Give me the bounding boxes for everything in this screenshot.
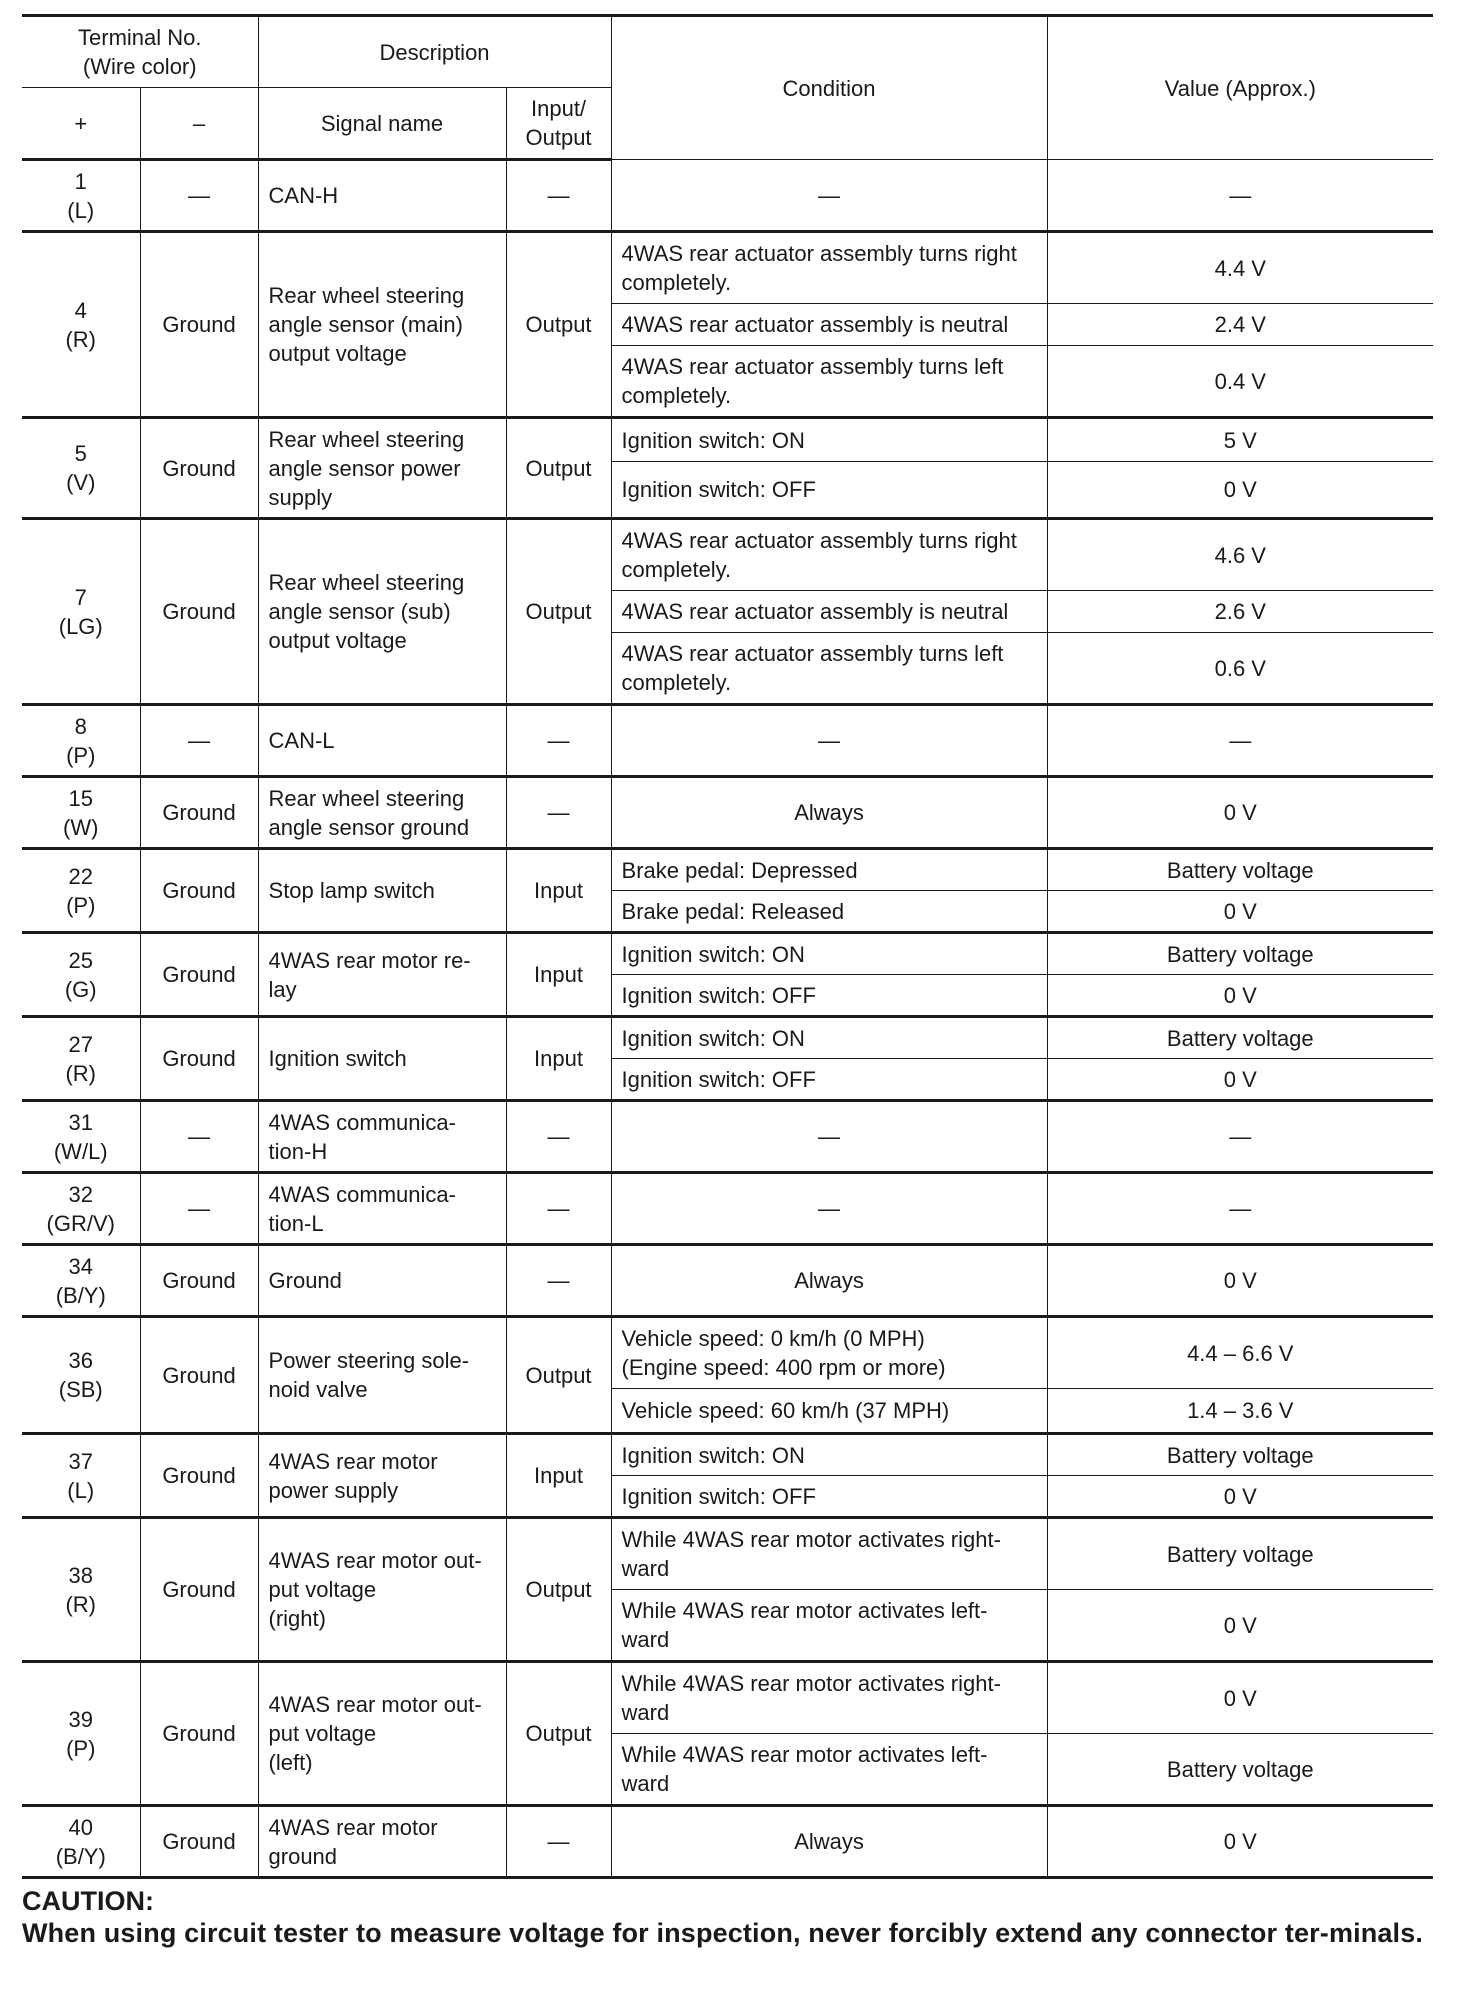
table-body <box>22 160 1433 1878</box>
header-input-output <box>506 88 611 160</box>
table-row <box>22 1806 1433 1878</box>
terminal-plus-cell: 31 (W/L) <box>22 1101 140 1173</box>
condition-cell: Brake pedal: Depressed <box>611 849 1047 891</box>
table-row <box>22 232 1433 304</box>
signal-name-cell: 4WAS rear motor power supply <box>258 1434 506 1518</box>
input-output-cell: — <box>506 1806 611 1878</box>
condition-cell: 4WAS rear actuator assembly is neutral <box>611 591 1047 633</box>
value-cell: Battery voltage <box>1047 1734 1433 1806</box>
terminal-minus-cell: Ground <box>140 418 258 519</box>
input-output-cell: Output <box>506 232 611 418</box>
condition-cell: — <box>611 1101 1047 1173</box>
terminal-plus-cell: 40 (B/Y) <box>22 1806 140 1878</box>
table-row <box>22 1317 1433 1389</box>
condition-cell: Always <box>611 777 1047 849</box>
value-cell: 0 V <box>1047 777 1433 849</box>
condition-cell: 4WAS rear actuator assembly turns left completely. <box>611 346 1047 418</box>
terminal-plus-cell: 34 (B/Y) <box>22 1245 140 1317</box>
table-row <box>22 418 1433 462</box>
signal-name-cell: 4WAS communica- tion-H <box>258 1101 506 1173</box>
table-row <box>22 1017 1433 1059</box>
header-input-output-text: Input/ Output <box>525 96 592 150</box>
condition-cell: — <box>611 705 1047 777</box>
terminal-plus-cell: 36 (SB) <box>22 1317 140 1434</box>
terminal-minus-cell: Ground <box>140 933 258 1017</box>
terminal-plus-cell: 4 (R) <box>22 232 140 418</box>
signal-name-cell: 4WAS rear motor out- put voltage (left) <box>258 1662 506 1806</box>
terminal-minus-cell: Ground <box>140 1806 258 1878</box>
condition-cell: While 4WAS rear motor activates right- ward <box>611 1662 1047 1734</box>
terminal-minus-cell: Ground <box>140 777 258 849</box>
input-output-cell: — <box>506 705 611 777</box>
condition-cell: Always <box>611 1245 1047 1317</box>
signal-name-cell: 4WAS rear motor ground <box>258 1806 506 1878</box>
input-output-cell: Output <box>506 1317 611 1434</box>
condition-cell: Ignition switch: OFF <box>611 1476 1047 1518</box>
condition-cell: Vehicle speed: 60 km/h (37 MPH) <box>611 1389 1047 1434</box>
table-row <box>22 1662 1433 1734</box>
value-cell: 0 V <box>1047 1806 1433 1878</box>
terminal-minus-cell: Ground <box>140 1518 258 1662</box>
table-row <box>22 777 1433 849</box>
terminal-plus-cell: 37 (L) <box>22 1434 140 1518</box>
value-cell: 2.6 V <box>1047 591 1433 633</box>
table-row <box>22 933 1433 975</box>
value-cell: 0 V <box>1047 975 1433 1017</box>
input-output-cell: — <box>506 1245 611 1317</box>
input-output-cell: — <box>506 777 611 849</box>
input-output-cell: — <box>506 1173 611 1245</box>
terminal-plus-cell: 27 (R) <box>22 1017 140 1101</box>
header-condition <box>611 16 1047 160</box>
signal-name-cell: CAN-L <box>258 705 506 777</box>
value-cell: 2.4 V <box>1047 304 1433 346</box>
header-minus-text: – <box>192 110 206 136</box>
signal-name-cell: Ground <box>258 1245 506 1317</box>
signal-name-cell: Ignition switch <box>258 1017 506 1101</box>
input-output-cell: Input <box>506 1434 611 1518</box>
signal-name-cell: Stop lamp switch <box>258 849 506 933</box>
header-minus <box>140 88 258 160</box>
signal-name-cell: Rear wheel steering angle sensor (sub) output voltage <box>258 519 506 705</box>
condition-cell: While 4WAS rear motor activates left- ward <box>611 1590 1047 1662</box>
header-terminal-no <box>22 16 258 88</box>
header-condition-text: Condition <box>782 75 876 101</box>
terminal-minus-cell: Ground <box>140 1017 258 1101</box>
condition-cell: 4WAS rear actuator assembly turns left completely. <box>611 633 1047 705</box>
header-value <box>1047 16 1433 160</box>
value-cell: — <box>1047 1101 1433 1173</box>
terminal-minus-cell: — <box>140 160 258 232</box>
condition-cell: Ignition switch: OFF <box>611 975 1047 1017</box>
value-cell: — <box>1047 705 1433 777</box>
condition-cell: 4WAS rear actuator assembly is neutral <box>611 304 1047 346</box>
terminal-plus-cell: 25 (G) <box>22 933 140 1017</box>
signal-name-cell: Rear wheel steering angle sensor (main) output voltage <box>258 232 506 418</box>
value-cell: 5 V <box>1047 418 1433 462</box>
condition-cell: 4WAS rear actuator assembly turns right completely. <box>611 232 1047 304</box>
table-row <box>22 1173 1433 1245</box>
terminal-plus-cell: 32 (GR/V) <box>22 1173 140 1245</box>
value-cell: — <box>1047 160 1433 232</box>
terminal-plus-cell: 38 (R) <box>22 1518 140 1662</box>
value-cell: Battery voltage <box>1047 849 1433 891</box>
condition-cell: Ignition switch: ON <box>611 1434 1047 1476</box>
condition-cell: — <box>611 160 1047 232</box>
value-cell: 0 V <box>1047 1476 1433 1518</box>
terminal-plus-cell: 5 (V) <box>22 418 140 519</box>
table-row <box>22 1245 1433 1317</box>
signal-name-cell: Rear wheel steering angle sensor power supply <box>258 418 506 519</box>
header-signal-name-text: Signal name <box>320 110 444 136</box>
signal-name-cell: CAN-H <box>258 160 506 232</box>
terminal-minus-cell: — <box>140 705 258 777</box>
signal-name-cell: 4WAS rear motor out- put voltage (right) <box>258 1518 506 1662</box>
condition-cell: Ignition switch: ON <box>611 1017 1047 1059</box>
value-cell: 4.6 V <box>1047 519 1433 591</box>
header-plus-text: + <box>74 110 88 136</box>
value-cell: Battery voltage <box>1047 1434 1433 1476</box>
table-row <box>22 1434 1433 1476</box>
header-signal-name <box>258 88 506 160</box>
condition-cell: While 4WAS rear motor activates right- ward <box>611 1518 1047 1590</box>
terminal-plus-cell: 22 (P) <box>22 849 140 933</box>
condition-cell: Ignition switch: OFF <box>611 462 1047 519</box>
input-output-cell: Input <box>506 933 611 1017</box>
header-description-text: Description <box>379 39 490 65</box>
input-output-cell: Output <box>506 1662 611 1806</box>
input-output-cell: Output <box>506 418 611 519</box>
input-output-cell: — <box>506 1101 611 1173</box>
value-cell: 4.4 – 6.6 V <box>1047 1317 1433 1389</box>
input-output-cell: — <box>506 160 611 232</box>
terminal-plus-cell: 39 (P) <box>22 1662 140 1806</box>
value-cell: 0 V <box>1047 1590 1433 1662</box>
condition-cell: 4WAS rear actuator assembly turns right completely. <box>611 519 1047 591</box>
input-output-cell: Input <box>506 849 611 933</box>
table-row <box>22 519 1433 591</box>
terminal-table-document <box>22 14 1433 1949</box>
terminal-minus-cell: Ground <box>140 1662 258 1806</box>
terminal-plus-cell: 7 (LG) <box>22 519 140 705</box>
condition-cell: Vehicle speed: 0 km/h (0 MPH) (Engine speed: 400 rpm or more) <box>611 1317 1047 1389</box>
value-cell: 0 V <box>1047 462 1433 519</box>
value-cell: Battery voltage <box>1047 1017 1433 1059</box>
value-cell: 0.4 V <box>1047 346 1433 418</box>
condition-cell: Ignition switch: OFF <box>611 1059 1047 1101</box>
condition-cell: While 4WAS rear motor activates left- ward <box>611 1734 1047 1806</box>
table-row <box>22 1101 1433 1173</box>
terminal-minus-cell: Ground <box>140 1434 258 1518</box>
value-cell: 4.4 V <box>1047 232 1433 304</box>
value-cell: Battery voltage <box>1047 933 1433 975</box>
input-output-cell: Output <box>506 1518 611 1662</box>
caution-note <box>22 1885 1433 1949</box>
header-plus <box>22 88 140 160</box>
table-row <box>22 705 1433 777</box>
terminal-minus-cell: — <box>140 1173 258 1245</box>
terminal-plus-cell: 8 (P) <box>22 705 140 777</box>
header-terminal-no-text: Terminal No. (Wire color) <box>78 25 202 79</box>
terminal-plus-cell: 1 (L) <box>22 160 140 232</box>
condition-cell: Ignition switch: ON <box>611 418 1047 462</box>
terminal-minus-cell: Ground <box>140 232 258 418</box>
condition-cell: Brake pedal: Released <box>611 891 1047 933</box>
terminal-minus-cell: — <box>140 1101 258 1173</box>
signal-name-cell: Rear wheel steering angle sensor ground <box>258 777 506 849</box>
caution-title: CAUTION: <box>22 1886 154 1916</box>
signal-name-cell: 4WAS rear motor re- lay <box>258 933 506 1017</box>
terminal-minus-cell: Ground <box>140 519 258 705</box>
header-description <box>258 16 611 88</box>
terminal-minus-cell: Ground <box>140 1317 258 1434</box>
value-cell: 0 V <box>1047 1059 1433 1101</box>
value-cell: Battery voltage <box>1047 1518 1433 1590</box>
value-cell: 0 V <box>1047 1662 1433 1734</box>
value-cell: — <box>1047 1173 1433 1245</box>
header-value-text: Value (Approx.) <box>1164 75 1316 101</box>
table-row <box>22 160 1433 232</box>
terminal-minus-cell: Ground <box>140 849 258 933</box>
terminal-plus-cell: 15 (W) <box>22 777 140 849</box>
input-output-cell: Input <box>506 1017 611 1101</box>
condition-cell: Always <box>611 1806 1047 1878</box>
value-cell: 0 V <box>1047 1245 1433 1317</box>
terminal-minus-cell: Ground <box>140 1245 258 1317</box>
terminal-table <box>22 14 1433 1879</box>
signal-name-cell: Power steering sole- noid valve <box>258 1317 506 1434</box>
value-cell: 0 V <box>1047 891 1433 933</box>
signal-name-cell: 4WAS communica- tion-L <box>258 1173 506 1245</box>
condition-cell: — <box>611 1173 1047 1245</box>
table-row <box>22 849 1433 891</box>
condition-cell: Ignition switch: ON <box>611 933 1047 975</box>
value-cell: 1.4 – 3.6 V <box>1047 1389 1433 1434</box>
value-cell: 0.6 V <box>1047 633 1433 705</box>
input-output-cell: Output <box>506 519 611 705</box>
table-row <box>22 1518 1433 1590</box>
caution-text: When using circuit tester to measure voltage for inspection, never forcibly extend any connector ter-minals. <box>22 1918 1424 1948</box>
